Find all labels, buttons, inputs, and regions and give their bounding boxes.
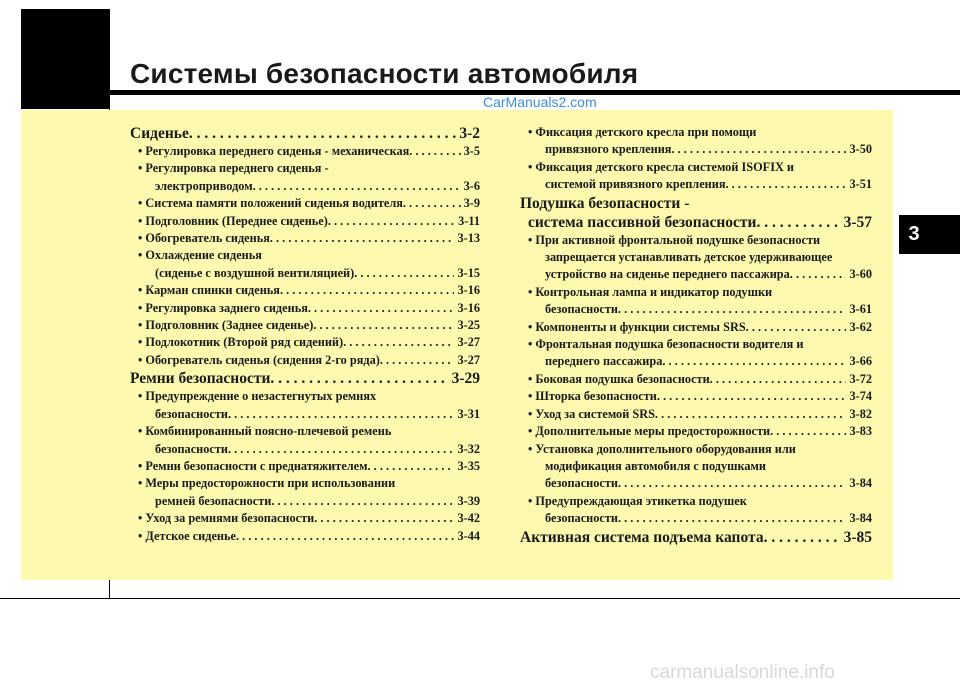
toc-entry-title: ремней безопасности: [155, 493, 272, 508]
toc-leader-dots: [314, 510, 454, 527]
toc-entry-page: 3-57: [843, 213, 872, 231]
toc-entry-title: устройство на сиденье переднего пассажира: [545, 267, 790, 282]
toc-entry-page: 3-82: [849, 406, 872, 421]
toc-entry-title: • Уход за ремнями безопасности: [138, 511, 315, 526]
toc-entry[interactable]: [130, 143, 480, 160]
toc-entry-page: 3-25: [457, 318, 480, 333]
toc-entry-page: 3-83: [849, 424, 872, 439]
toc-entry-title: • Меры предосторожности при использовании: [138, 476, 396, 491]
toc-entry-page: 3-85: [843, 528, 872, 546]
toc-entry-title: модификация автомобиля с подушками: [545, 458, 767, 473]
toc-entry-page: 3-16: [457, 283, 480, 298]
toc-entry-title: электроприводом: [155, 178, 253, 193]
toc-entry-title: Активная система подъема капота: [520, 528, 764, 546]
toc-entry[interactable]: [520, 232, 872, 249]
toc-entry-title: Ремни безопасности: [130, 370, 271, 388]
toc-leader-dots: [343, 334, 454, 351]
toc-entry[interactable]: [520, 319, 872, 336]
toc-entry[interactable]: [520, 176, 872, 193]
toc-entry-title: • Система памяти положений сиденья водителя: [138, 196, 403, 211]
toc-leader-dots: [409, 143, 460, 160]
toc-entry[interactable]: [520, 406, 872, 423]
toc-entry-title: • Охлаждение сиденья: [138, 248, 262, 263]
toc-entry[interactable]: [130, 282, 480, 299]
toc-leader-dots: [725, 176, 846, 193]
toc-leader-dots: [618, 510, 846, 527]
toc-leader-dots: [764, 528, 841, 547]
toc-entry[interactable]: [520, 266, 872, 283]
toc-leader-dots: [280, 282, 454, 299]
toc-entry[interactable]: [520, 423, 872, 440]
toc-entry-page: 3-13: [457, 231, 480, 246]
toc-entry[interactable]: [520, 284, 872, 301]
toc-leader-dots: [228, 406, 454, 423]
toc-leader-dots: [746, 319, 847, 336]
toc-leader-dots: [328, 213, 455, 230]
toc-entry-page: 3-5: [463, 144, 480, 158]
toc-entry-page: 3-32: [457, 441, 480, 456]
toc-entry[interactable]: [130, 178, 480, 195]
toc-entry[interactable]: [520, 194, 872, 213]
toc-entry-title: • Детское сиденье: [138, 528, 236, 543]
toc-entry-page: 3-62: [849, 319, 872, 334]
toc-leader-dots: [270, 369, 448, 388]
corner-block: [21, 9, 110, 109]
toc-leader-dots: [368, 458, 455, 475]
toc-leader-dots: [354, 265, 454, 282]
toc-leader-dots: [618, 301, 846, 318]
toc-entry-page: 3-2: [459, 125, 480, 142]
toc-entry[interactable]: [130, 406, 480, 423]
toc-entry-page: 3-15: [457, 265, 480, 280]
toc-entry-page: 3-9: [463, 196, 480, 211]
toc-column-left: [130, 124, 480, 545]
toc-leader-dots: [271, 493, 454, 510]
toc-entry-title: • Регулировка заднего сиденья: [138, 300, 308, 315]
toc-leader-dots: [253, 178, 461, 195]
toc-entry-page: 3-27: [457, 352, 480, 367]
toc-entry-page: 3-42: [457, 511, 480, 526]
toc-entry-page: 3-44: [457, 528, 480, 543]
toc-entry-title: • При активной фронтальной подушке безопасности: [528, 232, 821, 247]
toc-entry-page: 3-74: [849, 389, 872, 404]
chapter-number: 3: [908, 223, 920, 245]
toc-entry[interactable]: [130, 317, 480, 334]
toc-entry-page: 3-50: [849, 142, 872, 157]
toc-entry[interactable]: [130, 265, 480, 282]
toc-leader-dots: [308, 300, 455, 317]
toc-entry-page: 3-84: [849, 476, 872, 491]
toc-entry[interactable]: [130, 388, 480, 405]
toc-entry-page: 3-39: [457, 493, 480, 508]
toc-entry-title: • Контрольная лампа и индикатор подушки: [528, 284, 773, 299]
toc-entry-title: • Установка дополнительного оборудования или: [528, 441, 796, 456]
page-title: Системы безопасности автомобиля: [130, 58, 639, 89]
toc-entry-title: безопасности: [545, 302, 618, 317]
toc-entry[interactable]: [520, 249, 872, 266]
toc-entry[interactable]: [130, 475, 480, 492]
toc-entry[interactable]: [130, 124, 480, 143]
toc-entry-title: • Подголовник (Заднее сиденье): [138, 318, 314, 333]
toc-entry[interactable]: [520, 353, 872, 370]
toc-entry-title: • Предупреждение о незастегнутых ремнях: [138, 389, 377, 404]
toc-leader-dots: [710, 371, 847, 388]
toc-entry[interactable]: [520, 475, 872, 492]
toc-entry[interactable]: [520, 141, 872, 158]
toc-leader-dots: [313, 317, 454, 334]
toc-entry-title: безопасности: [545, 511, 618, 526]
bottom-rule: [0, 598, 960, 599]
toc-entry-title: • Ремни безопасности с преднатяжителем: [138, 458, 368, 473]
toc-entry-page: 3-61: [849, 302, 872, 317]
toc-entry-title: • Фиксация детского кресла системой ISOFIX и: [528, 159, 795, 174]
toc-entry[interactable]: [130, 160, 480, 177]
toc-entry-title: запрещается устанавливать детское удерживающее: [545, 250, 833, 265]
toc-entry-title: • Дополнительные меры предосторожности: [528, 424, 771, 439]
toc-entry-page: 3-84: [849, 511, 872, 526]
toc-entry-page: 3-11: [458, 213, 480, 228]
toc-entry[interactable]: [130, 493, 480, 510]
toc-entry-title: • Предупреждающая этикетка подушек: [528, 493, 747, 508]
toc-entry[interactable]: [520, 124, 872, 141]
toc-entry-title: системой привязного крепления: [545, 177, 726, 192]
toc-entry-title: • Регулировка переднего сиденья -: [138, 161, 329, 176]
toc-entry-title: привязного крепления: [545, 142, 672, 157]
toc-entry-title: Подушка безопасности -: [520, 194, 690, 212]
toc-leader-dots: [671, 141, 846, 158]
toc-leader-dots: [403, 195, 461, 212]
toc-entry[interactable]: [520, 493, 872, 510]
toc-entry[interactable]: [520, 441, 872, 458]
toc-entry-title: • Обогреватель сиденья (сидения 2-го ряда): [138, 352, 380, 367]
toc-entry[interactable]: [130, 230, 480, 247]
toc-leader-dots: [662, 353, 846, 370]
toc-entry[interactable]: [130, 334, 480, 351]
toc-entry-page: 3-51: [849, 177, 872, 192]
toc-entry-title: безопасности: [545, 476, 618, 491]
toc-leader-dots: [770, 423, 846, 440]
watermark-link[interactable]: CarManuals2.com: [483, 94, 597, 110]
toc-entry-title: • Карман спинки сиденья: [138, 283, 280, 298]
toc-entry[interactable]: [520, 159, 872, 176]
toc-entry[interactable]: [130, 195, 480, 212]
toc-entry-page: 3-31: [457, 406, 480, 421]
toc-entry-title: • Подголовник (Переднее сиденье): [138, 213, 328, 228]
toc-leader-dots: [618, 475, 846, 492]
toc-entry-title: Сиденье: [130, 125, 189, 142]
toc-entry[interactable]: [130, 369, 480, 388]
toc-leader-dots: [380, 352, 455, 369]
toc-entry-title: • Подлокотник (Второй ряд сидений): [138, 335, 344, 350]
toc-leader-dots: [270, 230, 455, 247]
toc-entry[interactable]: [520, 528, 872, 547]
toc-entry[interactable]: [130, 510, 480, 527]
footer-watermark: carmanualsonline.info: [650, 662, 835, 683]
toc-leader-dots: [657, 388, 847, 405]
toc-entry-title: • Боковая подушка безопасности: [528, 371, 710, 386]
toc-leader-dots: [655, 406, 847, 423]
toc-entry[interactable]: [130, 528, 480, 545]
toc-entry-title: • Фиксация детского кресла при помощи: [528, 125, 757, 139]
toc-entry[interactable]: [520, 301, 872, 318]
toc-entry-title: • Уход за системой SRS: [528, 406, 655, 421]
toc-entry-title: система пассивной безопасности: [528, 213, 757, 231]
toc-entry-title: (сиденье с воздушной вентиляцией): [155, 265, 355, 280]
toc-entry-title: • Обогреватель сиденья: [138, 231, 270, 246]
toc-entry[interactable]: [130, 247, 480, 264]
toc-entry-page: 3-29: [451, 370, 480, 388]
toc-entry[interactable]: [130, 423, 480, 440]
toc-entry-title: • Шторка безопасности: [528, 389, 657, 404]
toc-entry[interactable]: [520, 510, 872, 527]
toc-entry-title: • Фронтальная подушка безопасности водителя и: [528, 337, 804, 352]
toc-entry-title: переднего пассажира: [545, 354, 663, 369]
toc-entry-title: безопасности: [155, 406, 228, 421]
toc-entry-page: 3-60: [849, 267, 872, 282]
toc-entry[interactable]: [520, 388, 872, 405]
toc-leader-dots: [756, 213, 840, 232]
toc-entry-page: 3-35: [457, 458, 480, 473]
toc-entry[interactable]: [130, 458, 480, 475]
toc-entry-title: безопасности: [155, 441, 228, 456]
toc-entry[interactable]: [520, 458, 872, 475]
toc-entry[interactable]: [520, 336, 872, 353]
toc-entry-title: • Комбинированный поясно-плечевой ремень: [138, 424, 392, 439]
toc-entry-title: • Регулировка переднего сиденья - механическая: [138, 144, 410, 158]
toc-entry[interactable]: [130, 352, 480, 369]
toc-column-right: [520, 124, 872, 547]
toc-entry-page: 3-16: [457, 300, 480, 315]
toc-entry[interactable]: [130, 300, 480, 317]
toc-leader-dots: [790, 266, 847, 283]
toc-entry[interactable]: [520, 213, 872, 232]
toc-leader-dots: [228, 441, 454, 458]
toc-entry-page: 3-27: [457, 335, 480, 350]
toc-leader-dots: [236, 528, 454, 545]
toc-entry-page: 3-72: [849, 371, 872, 386]
toc-entry-page: 3-6: [463, 178, 480, 193]
toc-entry[interactable]: [520, 371, 872, 388]
toc-entry-title: • Компоненты и функции системы SRS: [528, 319, 746, 334]
toc-entry-page: 3-66: [849, 354, 872, 369]
toc-entry[interactable]: [130, 441, 480, 458]
toc-entry[interactable]: [130, 213, 480, 230]
toc-leader-dots: [189, 124, 456, 143]
